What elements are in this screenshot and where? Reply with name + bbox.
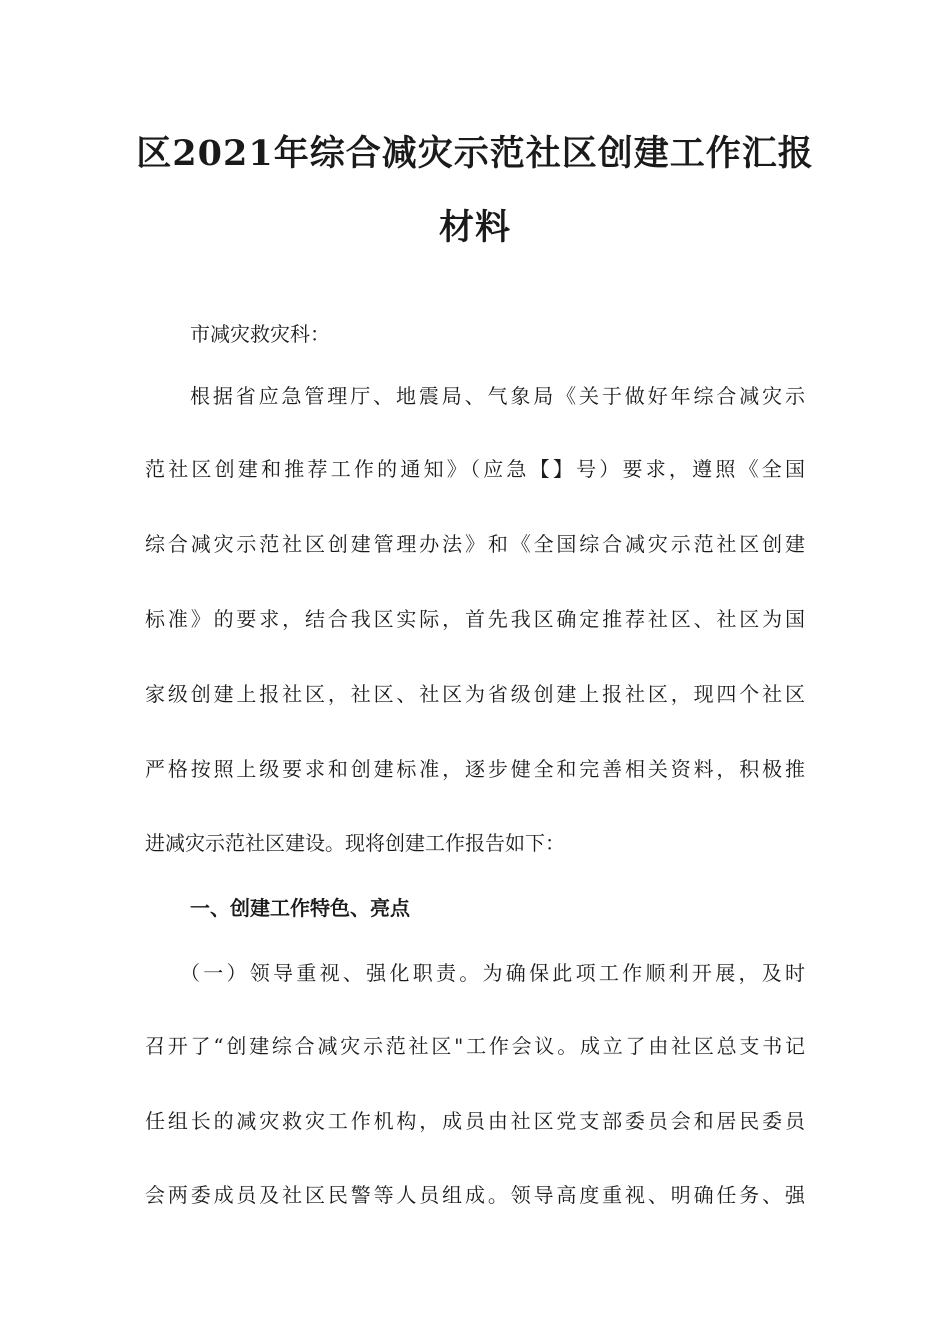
paragraph-line: （一）领导重视、强化职责。为确保此项工作顺利开展，及时 [180,961,805,985]
paragraph-line: 范社区创建和推荐工作的通知》（应急【】号）要求，遵照《全国 [145,457,805,481]
paragraph-line: 进减灾示范社区建设。现将创建工作报告如下： [145,831,565,855]
paragraph-line: 会两委成员及社区民警等人员组成。领导高度重视、明确任务、强 [145,1183,805,1207]
paragraph-line: 标准》的要求，结合我区实际，首先我区确定推荐社区、社区为国 [145,607,805,631]
addressee: 市减灾救灾科： [190,322,330,346]
paragraph-line: 根据省应急管理厅、地震局、气象局《关于做好年综合减灾示 [190,384,805,408]
paragraph-line: 综合减灾示范社区创建管理办法》和《全国综合减灾示范社区创建 [145,532,805,556]
paragraph-line: 任组长的减灾救灾工作机构，成员由社区党支部委员会和居民委员 [145,1109,805,1133]
paragraph-line: 严格按照上级要求和创建标准，逐步健全和完善相关资料，积极推 [145,757,805,781]
document-title-line-1: 区2021年综合减灾示范社区创建工作汇报 [136,133,814,174]
paragraph-line: 召开了“创建综合减灾示范社区"工作会议。成立了由社区总支书记 [145,1034,805,1058]
paragraph-line: 家级创建上报社区，社区、社区为省级创建上报社区，现四个社区 [145,682,805,706]
section-heading: 一、创建工作特色、亮点 [190,896,410,920]
document-title-line-2: 材料 [438,207,511,248]
